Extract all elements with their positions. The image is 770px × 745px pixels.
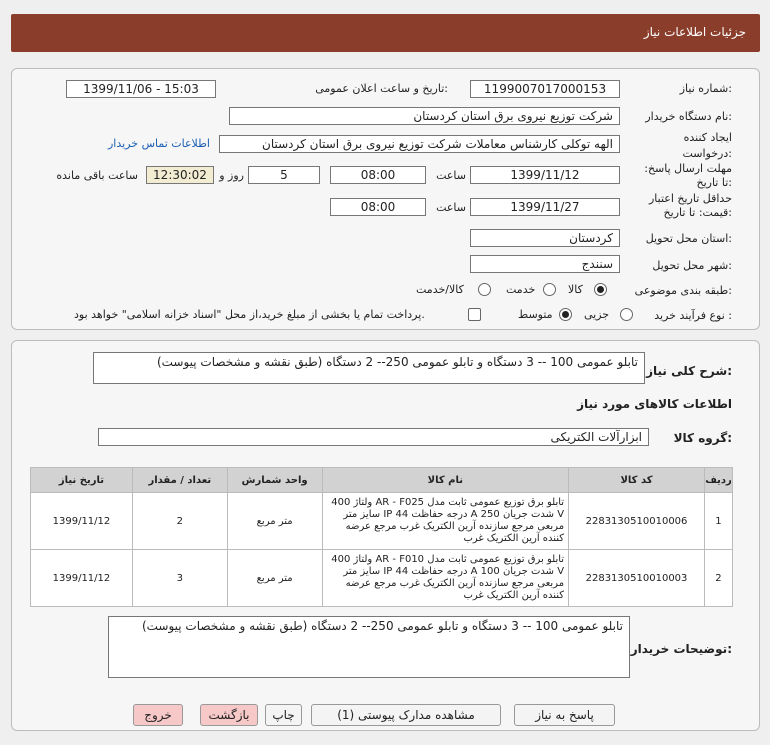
cell-quantity: 2 xyxy=(132,493,227,550)
page-header xyxy=(11,14,760,52)
city-label: شهر محل تحویل: xyxy=(652,259,732,272)
buyer-notes-label: توضیحات خریدار: xyxy=(630,642,732,656)
creator-label: ایجاد کننده درخواست: xyxy=(682,131,732,160)
process-option-minor: جزیی xyxy=(584,308,610,321)
page-title: جزئیات اطلاعات نیاز xyxy=(643,25,746,39)
announce-field: 1399/11/06 - 15:03 xyxy=(66,80,216,98)
treasury-payment-note: پرداخت تمام یا بخشی از مبلغ خرید،از محل "اسناد خزانه اسلامی" خواهد بود. xyxy=(74,308,425,321)
deadline-time-label: ساعت xyxy=(436,169,466,182)
creator-field: الهه توکلی کارشناس معاملات شرکت توزیع نیروی برق استان کردستان xyxy=(219,135,620,153)
table-row[interactable] xyxy=(31,550,733,607)
days-field: 5 xyxy=(248,166,320,184)
treasury-payment-checkbox[interactable] xyxy=(468,308,481,321)
cell-goods-name: تابلو برق توزیع عمومی ثابت مدل AR - F025 ولتاژ 400 V شدت جریان A 250 درجه حفاظت IP 44 سایز متر مربعی مرجع سازنده آرین الکتریک غرب مرجع عرضه کننده آرین الکتریک غرب xyxy=(322,493,568,550)
category-radio-service[interactable] xyxy=(543,283,556,296)
cell-unit: متر مربع xyxy=(227,550,322,607)
goods-table xyxy=(30,467,733,607)
category-label: طبقه بندی موضوعی: xyxy=(634,284,732,297)
category-option-goods-service: کالا/خدمت xyxy=(416,283,464,296)
cell-quantity: 3 xyxy=(132,550,227,607)
buyer-org-label: نام دستگاه خریدار: xyxy=(645,110,732,123)
cell-need-date: 1399/11/12 xyxy=(31,550,133,607)
validity-label: حداقل تاریخ اعتبار قیمت: تا تاریخ: xyxy=(648,192,732,219)
deadline-time-field: 08:00 xyxy=(330,166,426,184)
validity-time-field: 08:00 xyxy=(330,198,426,216)
validity-date-field: 1399/11/27 xyxy=(470,198,620,216)
view-attachments-button[interactable]: مشاهده مدارک پیوستی (1) xyxy=(311,704,501,726)
goods-section-title: اطلاعات کالاهای مورد نیاز xyxy=(577,397,732,411)
cell-goods-name: تابلو برق توزیع عمومی ثابت مدل AR - F010 ولتاژ 400 V شدت جریان A 100 درجه حفاظت IP 44 سایز متر مربعی مرجع سازنده آرین الکتریک غرب مرجع عرضه کننده آرین الکتریک غرب xyxy=(322,550,568,607)
days-label: روز و xyxy=(219,169,244,182)
process-option-medium: متوسط xyxy=(518,308,553,321)
cell-goods-code: 2283130510010003 xyxy=(569,550,705,607)
col-need-date: تاریخ نیاز xyxy=(31,468,133,493)
cell-need-date: 1399/11/12 xyxy=(31,493,133,550)
remaining-time-field: 12:30:02 xyxy=(146,166,214,184)
reply-button[interactable]: پاسخ به نیاز xyxy=(514,704,615,726)
need-number-label: شماره نیاز: xyxy=(679,82,732,95)
deadline-date-field: 1399/11/12 xyxy=(470,166,620,184)
back-button[interactable]: بازگشت xyxy=(200,704,258,726)
category-option-goods: کالا xyxy=(568,283,583,296)
buyer-notes-text: تابلو عمومی 100 -- 3 دستگاه و تابلو عمومی 250-- 2 دستگاه (طبق نقشه و مشخصات پیوست) xyxy=(108,616,630,678)
category-radio-goods[interactable] xyxy=(594,283,607,296)
col-quantity: تعداد / مقدار xyxy=(132,468,227,493)
category-option-service: خدمت xyxy=(506,283,536,296)
buyer-org-field: شرکت توزیع نیروی برق استان کردستان xyxy=(229,107,620,125)
exit-button[interactable]: خروج xyxy=(133,704,183,726)
col-goods-code: کد کالا xyxy=(569,468,705,493)
summary-text: تابلو عمومی 100 -- 3 دستگاه و تابلو عمومی 250-- 2 دستگاه (طبق نقشه و مشخصات پیوست) xyxy=(93,352,645,384)
validity-time-label: ساعت xyxy=(436,201,466,214)
cell-goods-code: 2283130510010006 xyxy=(569,493,705,550)
goods-group-field: ابزارآلات الکتریکی xyxy=(98,428,649,446)
process-radio-minor[interactable] xyxy=(620,308,633,321)
city-field: سنندج xyxy=(470,255,620,273)
goods-table-header xyxy=(31,468,733,493)
cell-row: 2 xyxy=(704,550,732,607)
contact-buyer-link[interactable]: اطلاعات تماس خریدار xyxy=(108,137,210,150)
province-field: کردستان xyxy=(470,229,620,247)
province-label: استان محل تحویل: xyxy=(645,232,732,245)
process-label: نوع فرآیند خرید : xyxy=(654,309,732,322)
category-radio-goods-service[interactable] xyxy=(478,283,491,296)
goods-group-label: گروه کالا: xyxy=(673,431,732,445)
print-button[interactable]: چاپ xyxy=(265,704,302,726)
process-radio-medium[interactable] xyxy=(559,308,572,321)
remaining-label: ساعت باقی مانده xyxy=(56,169,138,182)
col-goods-name: نام کالا xyxy=(322,468,568,493)
announce-label: تاریخ و ساعت اعلان عمومی: xyxy=(315,82,448,95)
deadline-label: مهلت ارسال پاسخ: تا تاریخ: xyxy=(644,162,732,189)
cell-row: 1 xyxy=(704,493,732,550)
need-number-field: 1199007017000153 xyxy=(470,80,620,98)
summary-label: شرح کلی نیاز: xyxy=(646,364,732,378)
col-unit: واحد شمارش xyxy=(227,468,322,493)
cell-unit: متر مربع xyxy=(227,493,322,550)
col-row: ردیف xyxy=(704,468,732,493)
table-row[interactable] xyxy=(31,493,733,550)
